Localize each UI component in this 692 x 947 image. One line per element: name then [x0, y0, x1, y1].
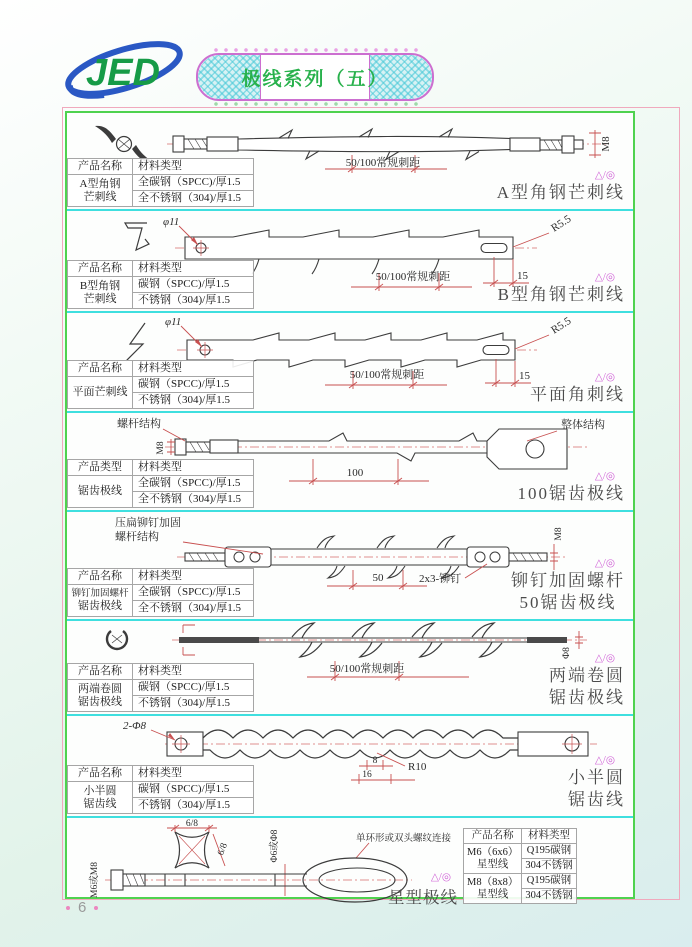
content-box — [65, 111, 635, 907]
spec-table: 产品名称 材料类型 小半圆 锯齿线 碳钢（SPCC)/厚1.5 不锈钢（304)/厚1.5 — [67, 765, 254, 814]
page-title: 极线系列（五） — [241, 68, 389, 90]
product-name-cell: 铆钉加固螺杆 锯齿极线 — [68, 585, 133, 617]
note-rivet-1: 压扁铆钉加固 — [115, 517, 181, 529]
product-name-cell: 锯齿极线 — [68, 476, 133, 508]
section-rivet-50-sawtooth-line — [67, 512, 633, 621]
dim-star-side: 6/8 — [216, 841, 230, 857]
flat-cross-section-icon — [126, 323, 145, 361]
footer-dot — [66, 906, 70, 910]
cert-badge: △/◎ — [594, 272, 615, 284]
cert-badge: △/◎ — [594, 653, 615, 665]
spec-table: 产品名称 材料类型 平面芒刺线 碳钢（SPCC)/厚1.5 不锈钢（304)/厚1.5 — [67, 360, 254, 409]
dim-dia: Φ8 — [562, 647, 572, 659]
c-ring-cross-section-icon — [107, 631, 127, 649]
dim-rivets: 2x3-铆钉 — [419, 573, 462, 585]
section-rolled-end-sawtooth-line — [67, 621, 633, 716]
page-number: 6 — [78, 899, 87, 916]
footer-dot — [94, 906, 98, 910]
product-name-cell: 平面芒刺线 — [68, 377, 133, 409]
note-rivet-2: 螺杆结构 — [115, 531, 159, 543]
dim-length: 100 — [346, 467, 364, 479]
section-flat-barb-line — [67, 313, 633, 413]
dim-pitch: 50/100常规刺距 — [375, 271, 451, 283]
note-whole: 整体结构 — [561, 419, 605, 431]
product-label: △/◎ 铆钉加固螺杆 50锯齿极线 — [511, 558, 625, 612]
dim-holes: 2-Φ8 — [123, 720, 147, 732]
product-name-cell: 两端卷圆 锯齿极线 — [68, 680, 133, 712]
section-small-half-round-sawtooth — [67, 716, 633, 818]
cert-badge: △/◎ — [594, 471, 615, 483]
dim-pitch: 50/100常规刺距 — [349, 369, 425, 381]
product-label: △/◎ 平面角刺线 — [530, 372, 625, 404]
dim-thread: M8 — [554, 527, 564, 541]
note-screw: 螺杆结构 — [117, 418, 161, 430]
dim-8: 8 — [372, 756, 378, 766]
note-connection: 单环形或双头螺纹连接 — [356, 834, 452, 844]
star-cross-section — [175, 832, 209, 868]
col-product: 产品名称 — [68, 159, 133, 175]
dim-pitch: 50/100常规刺距 — [329, 663, 405, 675]
star-spec-table: 产品名称 材料类型 M6（6x6） 星型线 Q195碳钢 304不锈钢 M8（8x8） 星型线 Q195碳钢 304不锈钢 — [463, 828, 577, 904]
spec-table: 产品名称 材料类型 铆钉加固螺杆 锯齿极线 全碳钢（SPCC)/厚1.5 全不锈钢（304)/厚1.5 — [67, 568, 254, 617]
b-type-cross-section-icon — [125, 223, 149, 250]
a-type-cross-section-icon — [95, 126, 153, 162]
section-100-sawtooth-line — [67, 413, 633, 512]
product-name-cell: A型角钢 芒刺线 — [68, 175, 133, 207]
cert-badge: △/◎ — [594, 558, 615, 570]
spec-table — [67, 158, 254, 207]
cert-badge: △/◎ — [594, 755, 615, 767]
cert-badge: △/◎ — [430, 872, 451, 883]
product-name-cell: M8（8x8） 星型线 — [464, 874, 522, 904]
dim-offset: 15 — [519, 370, 530, 382]
spec-table: 产品名称 材料类型 两端卷圆 锯齿极线 碳钢（SPCC)/厚1.5 不锈钢（304)/厚1.5 — [67, 663, 254, 712]
section-a-type-barb-line — [67, 113, 633, 211]
spec-table: 产品名称 材料类型 B型角钢 芒刺线 碳钢（SPCC)/厚1.5 不锈钢（304)/厚1.5 — [67, 260, 254, 309]
dim-hole: φ11 — [163, 216, 180, 228]
dim-radius: R10 — [408, 761, 427, 773]
product-label: △/◎ A型角钢芒刺线 — [496, 170, 625, 202]
section-b-type-barb-line — [67, 211, 633, 313]
spec-table: 产品类型 材料类型 锯齿极线 全碳钢（SPCC)/厚1.5 全不锈钢（304)/厚1.5 — [67, 459, 254, 508]
product-name-cell: 小半圆 锯齿线 — [68, 782, 133, 814]
page-title-banner — [196, 53, 434, 101]
product-label: △/◎ 两端卷圆 锯齿极线 — [549, 653, 625, 707]
product-label: △/◎ 100锯齿极线 — [517, 471, 625, 503]
cert-badge: △/◎ — [594, 372, 615, 384]
material-cell: 全碳钢（SPCC)/厚1.5 — [133, 175, 254, 191]
product-name-cell: B型角钢 芒刺线 — [68, 277, 133, 309]
dim-hole: φ11 — [165, 316, 182, 328]
dim-length: 50 — [372, 572, 384, 584]
section-star-type-line — [67, 818, 633, 907]
dim-thread: M6或M8 — [90, 862, 100, 898]
dim-radius: R5.5 — [549, 314, 574, 337]
product-label: △/◎ 星型极线 — [385, 872, 461, 907]
dim-thread: M8 — [600, 136, 612, 152]
logo-text: JED — [86, 52, 160, 94]
material-cell: 全不锈钢（304)/厚1.5 — [133, 191, 254, 207]
page-footer — [66, 899, 98, 916]
product-label: △/◎ 小半圆 锯齿线 — [568, 755, 625, 809]
dim-16: 16 — [362, 770, 372, 780]
dim-offset: 15 — [517, 270, 528, 282]
product-name-cell: M6（6x6） 星型线 — [464, 844, 522, 874]
jed-logo — [52, 33, 202, 111]
product-label: △/◎ B型角钢芒刺线 — [497, 272, 625, 304]
dim-pitch: 50/100常规刺距 — [345, 157, 421, 169]
dim-dia: Φ6或Φ8 — [270, 829, 280, 863]
dim-thread: M8 — [156, 441, 166, 455]
dim-radius: R5.5 — [549, 212, 574, 235]
dim-star-top: 6/8 — [185, 819, 199, 829]
cert-badge: △/◎ — [594, 170, 615, 182]
content-frame — [62, 107, 680, 907]
col-material: 材料类型 — [133, 159, 254, 175]
